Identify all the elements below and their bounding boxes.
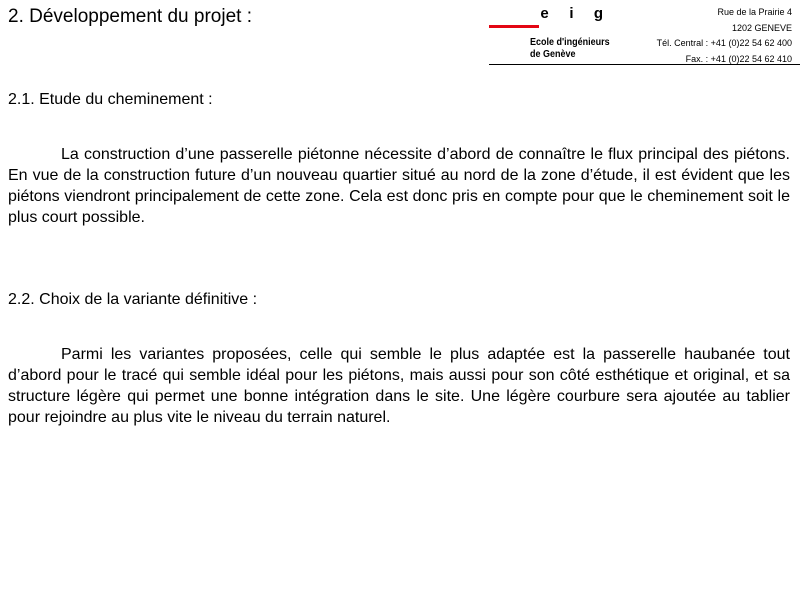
address-phone: Tél. Central : +41 (0)22 54 62 400 [656,38,792,48]
paragraph-variante: Parmi les variantes proposées, celle qui semble le plus adaptée est la passerelle haubanée tout d’abord pour le tracé qui semble idéal pour les piétons, mais aussi pour son côté esthétique et original, et sa structure légère qui permet une bonne intégration dans le site. Une légère courbure sera ajoutée au tablier pour rejoindre au plus vite le niveau du terrain naturel. [8,346,790,426]
eig-logo [489,0,639,63]
section-heading-cheminement: 2.1. Etude du cheminement : [8,91,213,108]
address-street: Rue de la Prairie 4 [717,7,792,17]
paragraph-cheminement: La construction d’une passerelle piétonne nécessite d’abord de connaître le flux principal des piétons. En vue de la construction future d’un nouveau quartier situé au nord de la zone d’étude, il est évident que les piétons viendront principalement de cette zone. Cela est donc pris en compte pour que le cheminement soit le plus court possible. [8,146,790,226]
page-title: 2. Développement du projet : [8,6,252,27]
address-city: 1202 GENEVE [731,22,792,33]
logo-school-city: de Genève [530,49,576,60]
address-block [657,5,792,67]
logo-red-bar [489,25,539,28]
section-heading-variante: 2.2. Choix de la variante définitive : [8,291,258,308]
logo-letter-e: e [540,5,549,22]
logo-letters [531,5,612,23]
address-fax: Fax. : +41 (0)22 54 62 410 [685,53,792,64]
letterhead [489,0,800,65]
logo-letter-i: i [569,5,574,22]
logo-school-name: Ecole d'ingénieurs [530,37,610,48]
logo-letter-g: g [593,5,604,22]
